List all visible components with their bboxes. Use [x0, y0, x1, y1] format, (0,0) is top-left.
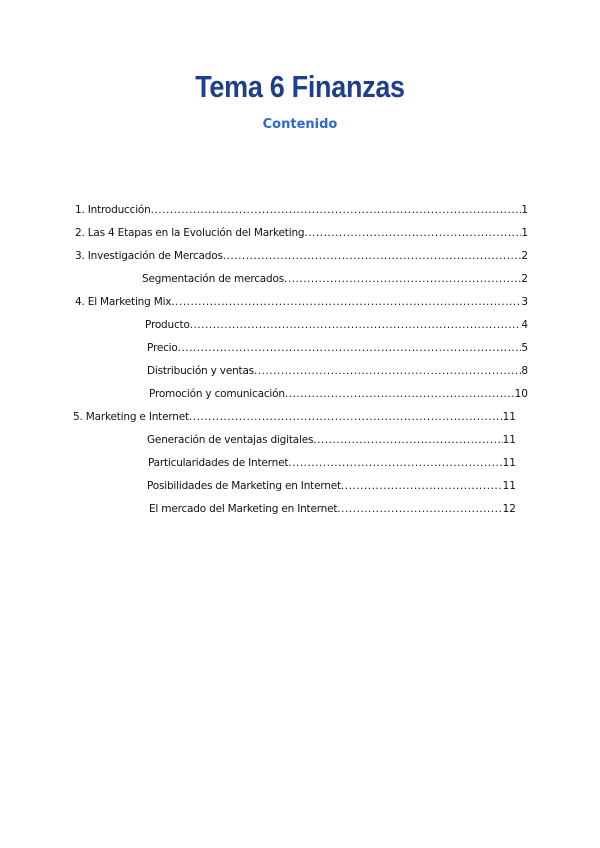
toc-entry-page: 11 [502, 457, 516, 469]
toc-leader-dots [178, 337, 522, 360]
toc-entry-label: 4. El Marketing Mix [75, 296, 172, 308]
toc-entry[interactable] [0, 268, 600, 291]
toc-entry-page: 4 [521, 319, 528, 331]
toc-entry[interactable] [0, 337, 600, 360]
toc-entry-page: 11 [502, 434, 516, 446]
toc-entry-page: 3 [521, 296, 528, 308]
document-subtitle: Contenido [262, 117, 338, 132]
toc-entry[interactable] [0, 360, 600, 383]
toc-entry-label: 5. Marketing e Internet [73, 411, 189, 423]
toc-entry-page: 2 [521, 250, 528, 262]
toc-entry-label: 3. Investigación de Mercados [75, 250, 223, 262]
toc-entry[interactable] [0, 245, 600, 268]
toc-entry[interactable] [0, 199, 600, 222]
toc-entry-label: Segmentación de mercados [142, 273, 284, 285]
toc-leader-dots [171, 291, 521, 314]
toc-leader-dots [223, 245, 522, 268]
toc-leader-dots [313, 429, 502, 452]
toc-entry[interactable] [0, 452, 600, 475]
toc-entry-page: 10 [514, 388, 528, 400]
toc-entry[interactable] [0, 291, 600, 314]
toc-entry-page: 2 [521, 273, 528, 285]
toc-entry[interactable] [0, 406, 600, 429]
toc-entry-label: 2. Las 4 Etapas en la Evolución del Marketing [75, 227, 305, 239]
toc-entry-label: Producto [145, 319, 190, 331]
toc-entry-page: 8 [521, 365, 528, 377]
toc-entry-label: Particularidades de Internet [148, 457, 289, 469]
toc-entry[interactable] [0, 475, 600, 498]
toc-entry-label: Promoción y comunicación [149, 388, 285, 400]
toc-entry-page: 1 [521, 227, 528, 239]
toc-leader-dots [254, 360, 521, 383]
toc-entry-page: 12 [502, 503, 516, 515]
toc-entry-page: 5 [521, 342, 528, 354]
toc-leader-dots [189, 406, 503, 429]
toc-leader-dots [288, 452, 502, 475]
toc-leader-dots [304, 222, 521, 245]
toc-entry[interactable] [0, 314, 600, 337]
toc-entry-page: 1 [521, 204, 528, 216]
toc-leader-dots [284, 268, 521, 291]
toc-entry-label: Generación de ventajas digitales [147, 434, 314, 446]
toc-leader-dots [285, 383, 515, 406]
toc-entry[interactable] [0, 222, 600, 245]
toc-entry[interactable] [0, 383, 600, 406]
toc-entry-label: Posibilidades de Marketing en Internet [147, 480, 341, 492]
toc-leader-dots [341, 475, 503, 498]
toc-leader-dots [190, 314, 522, 337]
table-of-contents [0, 199, 600, 521]
toc-entry[interactable] [0, 429, 600, 452]
toc-entry-label: Precio [147, 342, 178, 354]
toc-entry-label: Distribución y ventas [147, 365, 254, 377]
toc-entry-page: 11 [502, 480, 516, 492]
toc-leader-dots [151, 199, 522, 222]
toc-leader-dots [337, 498, 502, 521]
toc-entry-page: 11 [502, 411, 516, 423]
document-title: Tema 6 Finanzas [195, 70, 405, 104]
toc-entry-label: El mercado del Marketing en Internet [149, 503, 338, 515]
toc-entry-label: 1. Introducción [75, 204, 151, 216]
toc-entry[interactable] [0, 498, 600, 521]
